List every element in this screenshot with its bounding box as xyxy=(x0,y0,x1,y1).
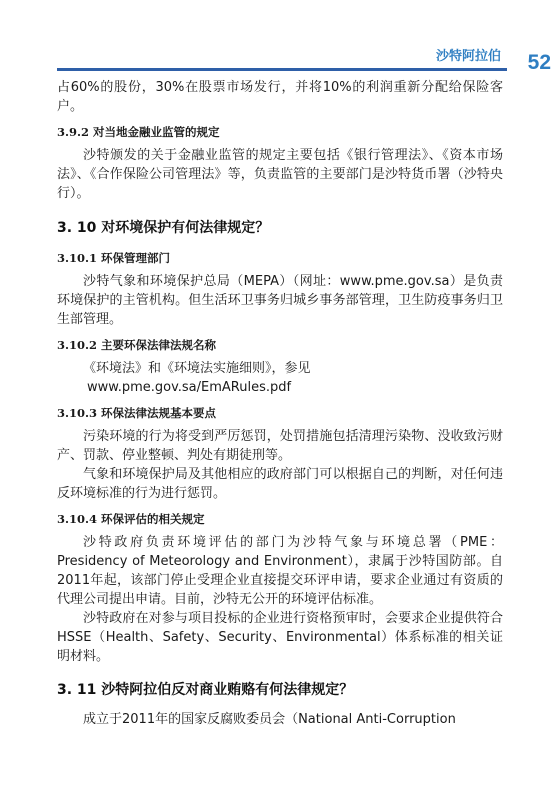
body-paragraph: 成立于2011年的国家反腐败委员会（National Anti-Corruption xyxy=(83,712,456,727)
subsection-heading: 3.10.3 环保法律法规基本要点 xyxy=(57,406,217,420)
subsection-heading: 3.9.2 对当地金融业监管的规定 xyxy=(57,125,220,139)
page-number: 52 xyxy=(527,51,551,74)
header-rule xyxy=(57,68,507,71)
reference-link: www.pme.gov.sa/EmARules.pdf xyxy=(87,380,292,395)
subsection-heading: 3.10.4 环保评估的相关规定 xyxy=(57,512,205,526)
subsection-heading: 3.10.1 环保管理部门 xyxy=(57,251,171,265)
body-paragraph: 气象和环境保护局及其他相应的政府部门可以根据自己的判断，对任何违反环境标准的行为进行惩罚。 xyxy=(57,467,503,501)
body-paragraph: 污染环境的行为将受到严厉惩罚，处罚措施包括清理污染物、没收致污财产、罚款、停业整顿、判处有期徒刑等。 xyxy=(57,429,503,463)
running-header-title: 沙特阿拉伯 xyxy=(435,49,501,64)
body-paragraph: 沙特气象和环境保护总局（MEPA）（网址：www.pme.gov.sa）是负责环境保护的主管机构。但生活环卫事务归城乡事务部管理，卫生防疫事务归卫生部管理。 xyxy=(57,274,503,327)
body-paragraph: 《环境法》和《环境法实施细则》，参见 xyxy=(83,361,311,376)
body-paragraph: 沙特政府在对参与项目投标的企业进行资格预审时，会要求企业提供符合HSSE（Health、Safety、Security、Environmental）体系标准的相关证明材料。 xyxy=(57,611,503,664)
body-paragraph: 沙特政府负责环境评估的部门为沙特气象与环境总署（PME：Presidency of Meteorology and Environment），隶属于沙特国防部。自2011年起，该部门停止受理企业直接提交环评申请，要求企业通过有资质的代理公司提出申请。目前，沙特无公开的环境评估标准。 xyxy=(57,535,503,607)
subsection-heading: 3.10.2 主要环保法律法规名称 xyxy=(57,338,217,352)
body-paragraph: 沙特颁发的关于金融业监管的规定主要包括《银行管理法》、《资本市场法》、《合作保险公司管理法》等，负责监管的主要部门是沙特货币署（沙特央行）。 xyxy=(57,148,503,201)
page-body xyxy=(57,78,503,729)
body-paragraph: 占60%的股份，30%在股票市场发行，并将10%的利润重新分配给保险客户。 xyxy=(57,80,503,114)
section-heading: 3. 11 沙特阿拉伯反对商业贿赂有何法律规定？ xyxy=(57,682,354,698)
section-heading: 3. 10 对环境保护有何法律规定？ xyxy=(57,220,270,236)
